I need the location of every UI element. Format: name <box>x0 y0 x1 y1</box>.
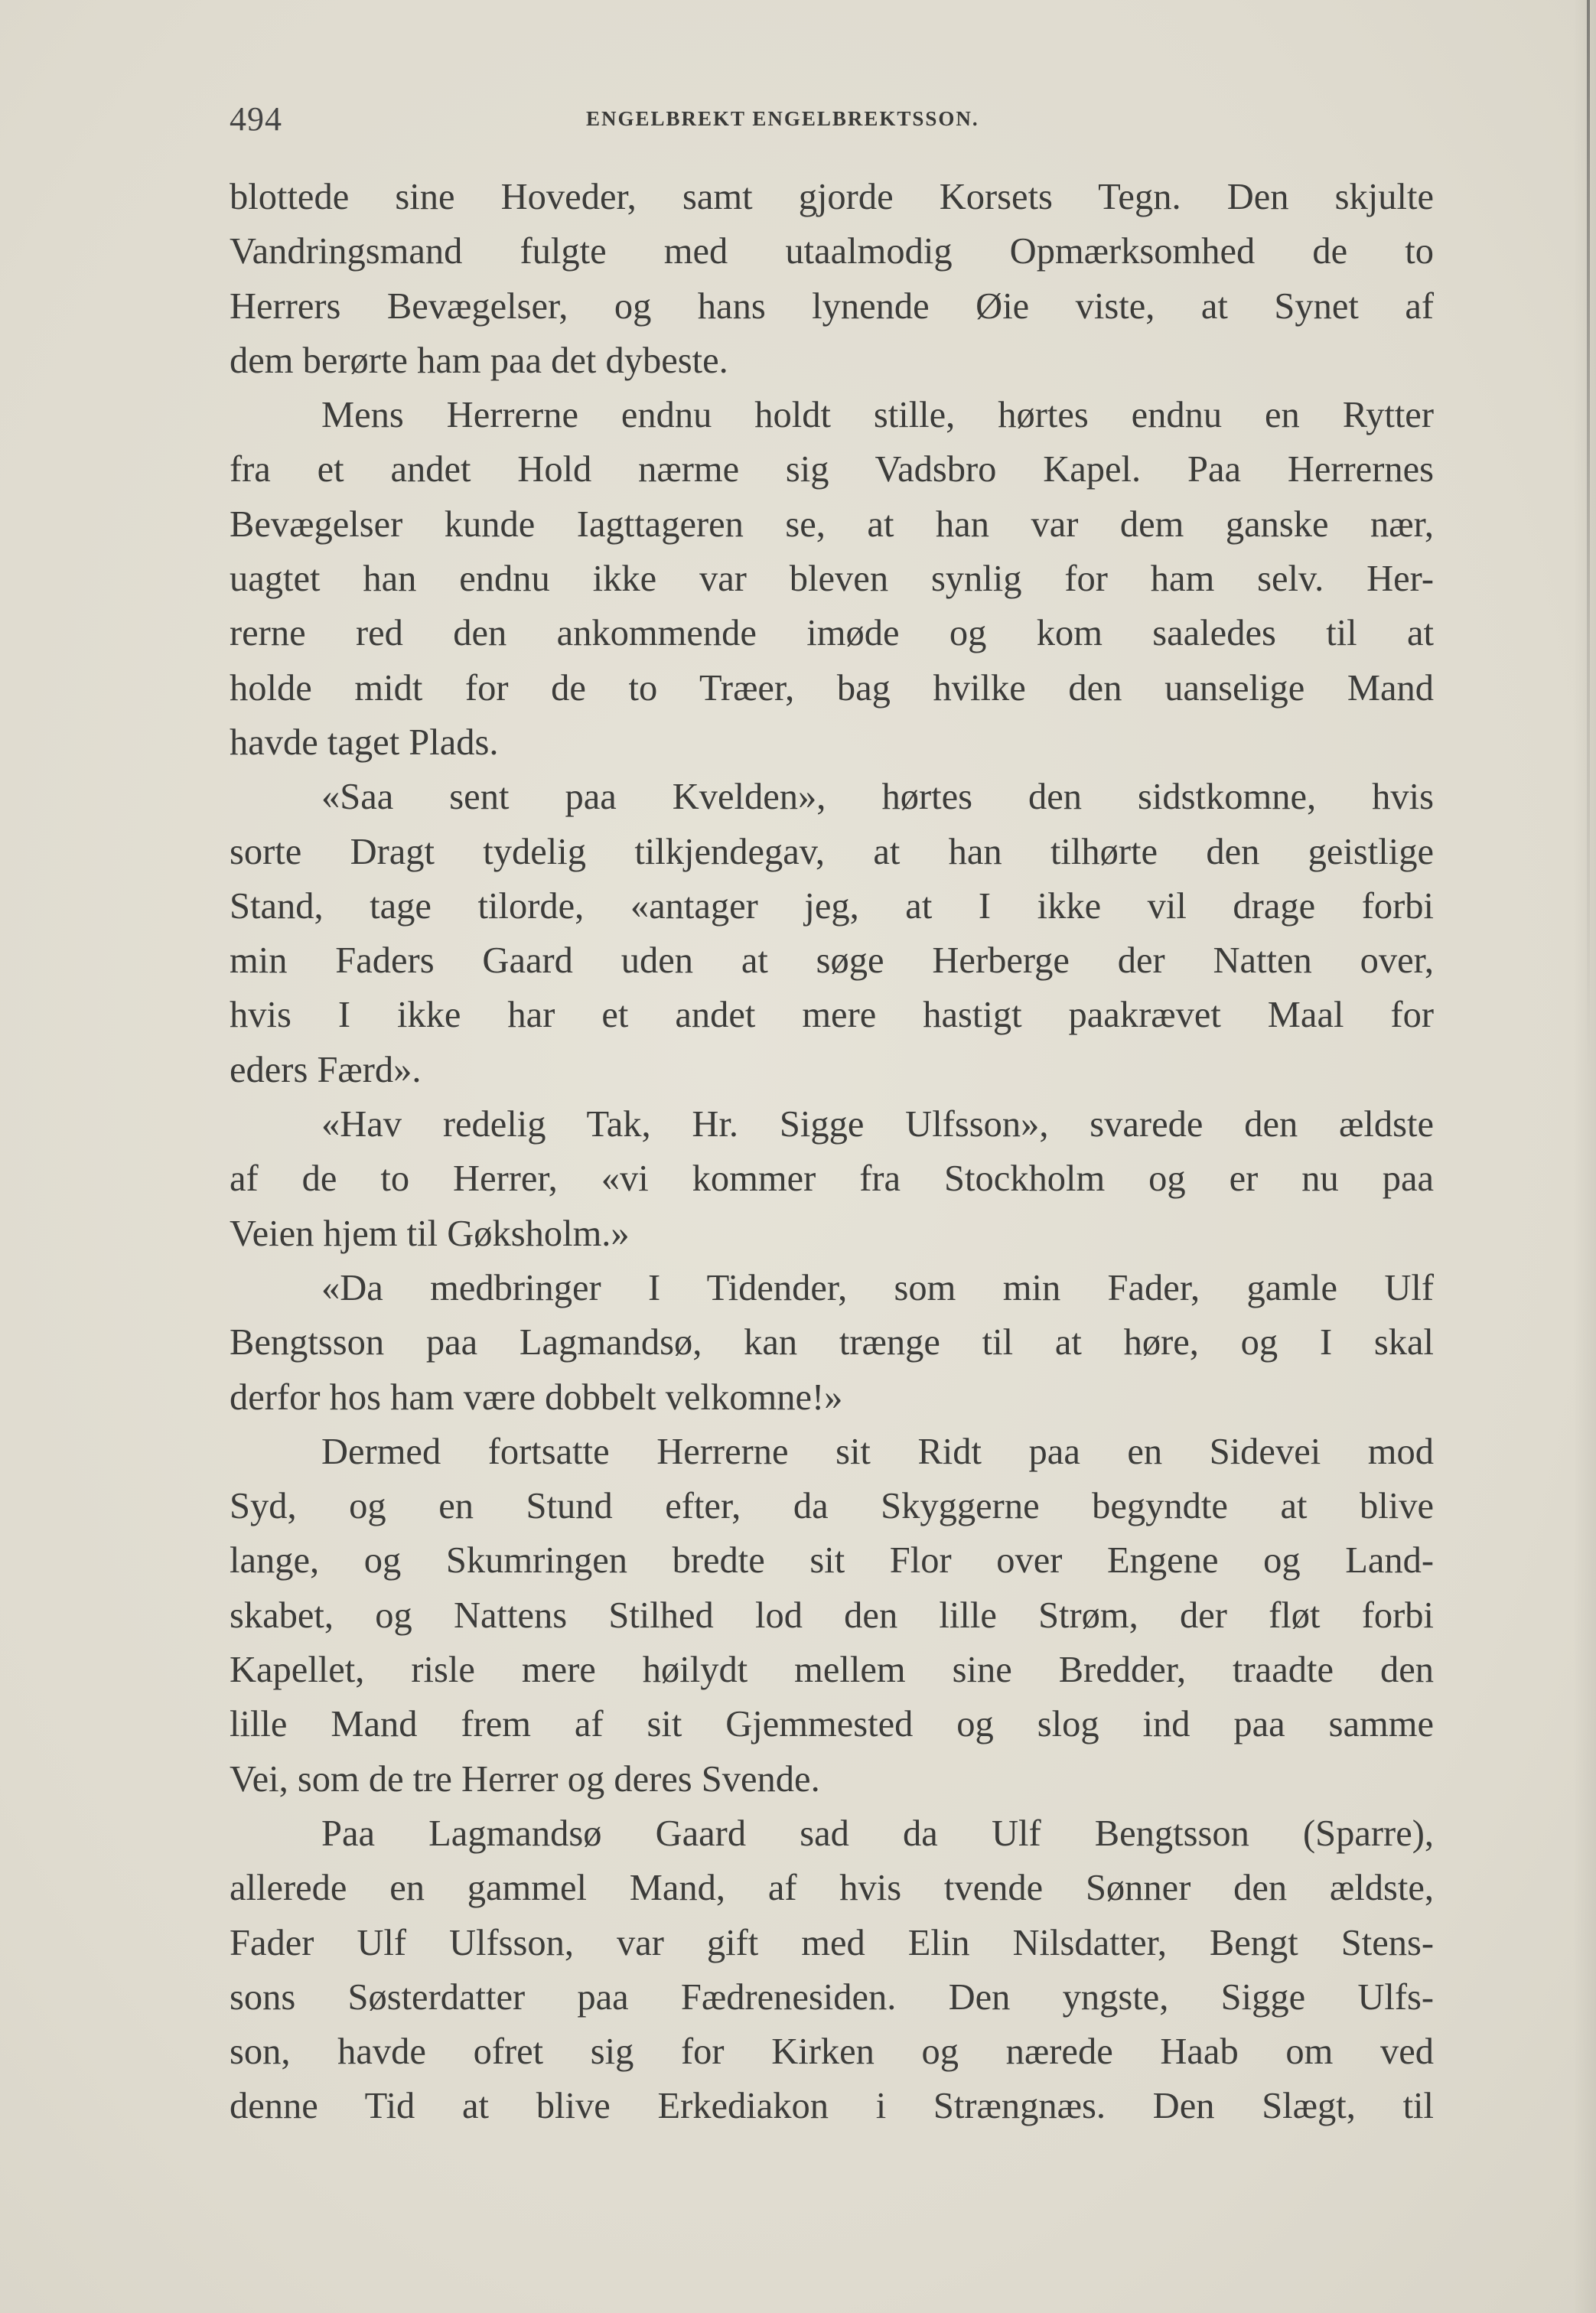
text-line: Herrers Bevægelser, og hans lynende Øie viste, at Synet af <box>230 285 1434 327</box>
text-line: blottede sine Hoveder, samt gjorde Korsets Tegn. Den skjulte <box>230 177 1434 217</box>
text-line: lille Mand frem af sit Gjemmested og slog ind paa samme <box>230 1704 1434 1745</box>
text-line: sorte Dragt tydelig tilkjendegav, at han tilhørte den geistlige <box>230 831 1434 872</box>
page-number: 494 <box>230 100 282 138</box>
body-text <box>230 170 1434 2134</box>
text-line: Syd, og en Stund efter, da Skyggerne begyndte at blive <box>230 1486 1434 1527</box>
running-head: ENGELBREKT ENGELBREKTSSON. <box>586 107 979 130</box>
text-line: hvis I ikke har et andet mere hastigt paakrævet Maal for <box>230 995 1434 1036</box>
text-line: Mens Herrerne endnu holdt stille, hørtes endnu en Rytter <box>321 395 1434 436</box>
text-line: Stand, tage tilorde, «antager jeg, at I ikke vil drage forbi <box>230 885 1434 927</box>
text-line: sons Søsterdatter paa Fædrenesiden. Den yngste, Sigge Ulfs- <box>230 1976 1434 2018</box>
text-line: Paa Lagmandsø Gaard sad da Ulf Bengtsson (Sparre), <box>321 1813 1434 1854</box>
text-line: allerede en gammel Mand, af hvis tvende Sønner den ældste, <box>230 1868 1434 1909</box>
text-line: eders Færd». <box>230 1049 422 1090</box>
text-line: Veien hjem til Gøksholm.» <box>230 1213 630 1254</box>
text-line: Bengtsson paa Lagmandsø, kan trænge til at høre, og I skal <box>230 1322 1434 1363</box>
text-line: Bevægelser kunde Iagttageren se, at han var dem ganske nær, <box>230 503 1434 545</box>
text-line: Vei, som de tre Herrer og deres Svende. <box>230 1758 820 1800</box>
text-line: Fader Ulf Ulfsson, var gift med Elin Nilsdatter, Bengt Stens- <box>230 1922 1434 1963</box>
text-line: denne Tid at blive Erkediakon i Strængnæs. Den Slægt, til <box>230 2086 1434 2127</box>
page-edge-shadow <box>1573 0 1596 2313</box>
text-line: «Da medbringer I Tidender, som min Fader, gamle Ulf <box>321 1267 1434 1308</box>
page-edge-line <box>1587 0 1590 1071</box>
text-line: havde taget Plads. <box>230 722 499 763</box>
text-line: derfor hos ham være dobbelt velkomne!» <box>230 1376 843 1418</box>
text-line: Vandringsmand fulgte med utaalmodig Opmærksomhed de to <box>230 231 1434 272</box>
text-line: holde midt for de to Træer, bag hvilke den uanselige Mand <box>230 667 1434 709</box>
text-line: son, havde ofret sig for Kirken og nærede Haab om ved <box>230 2031 1434 2073</box>
text-line: uagtet han endnu ikke var bleven synlig for ham selv. Her- <box>230 559 1434 600</box>
text-line: «Hav redelig Tak, Hr. Sigge Ulfsson», svarede den ældste <box>321 1104 1434 1145</box>
text-line: Kapellet, risle mere høilydt mellem sine Bredder, traadte den <box>230 1650 1434 1691</box>
text-line: fra et andet Hold nærme sig Vadsbro Kapel. Paa Herrernes <box>230 449 1434 490</box>
page-header <box>230 99 1438 145</box>
text-line: lange, og Skumringen bredte sit Flor over Engene og Land- <box>230 1540 1434 1582</box>
text-line: rerne red den ankommende imøde og kom saaledes til at <box>230 613 1434 654</box>
text-line: min Faders Gaard uden at søge Herberge der Natten over, <box>230 940 1434 982</box>
text-line: «Saa sent paa Kvelden», hørtes den sidstkomne, hvis <box>321 777 1434 818</box>
text-line: af de to Herrer, «vi kommer fra Stockholm og er nu paa <box>230 1158 1434 1200</box>
text-line: skabet, og Nattens Stilhed lod den lille Strøm, der fløt forbi <box>230 1595 1434 1636</box>
text-line: dem berørte ham paa det dybeste. <box>230 340 728 381</box>
text-line: Dermed fortsatte Herrerne sit Ridt paa en Sidevei mod <box>321 1431 1434 1472</box>
